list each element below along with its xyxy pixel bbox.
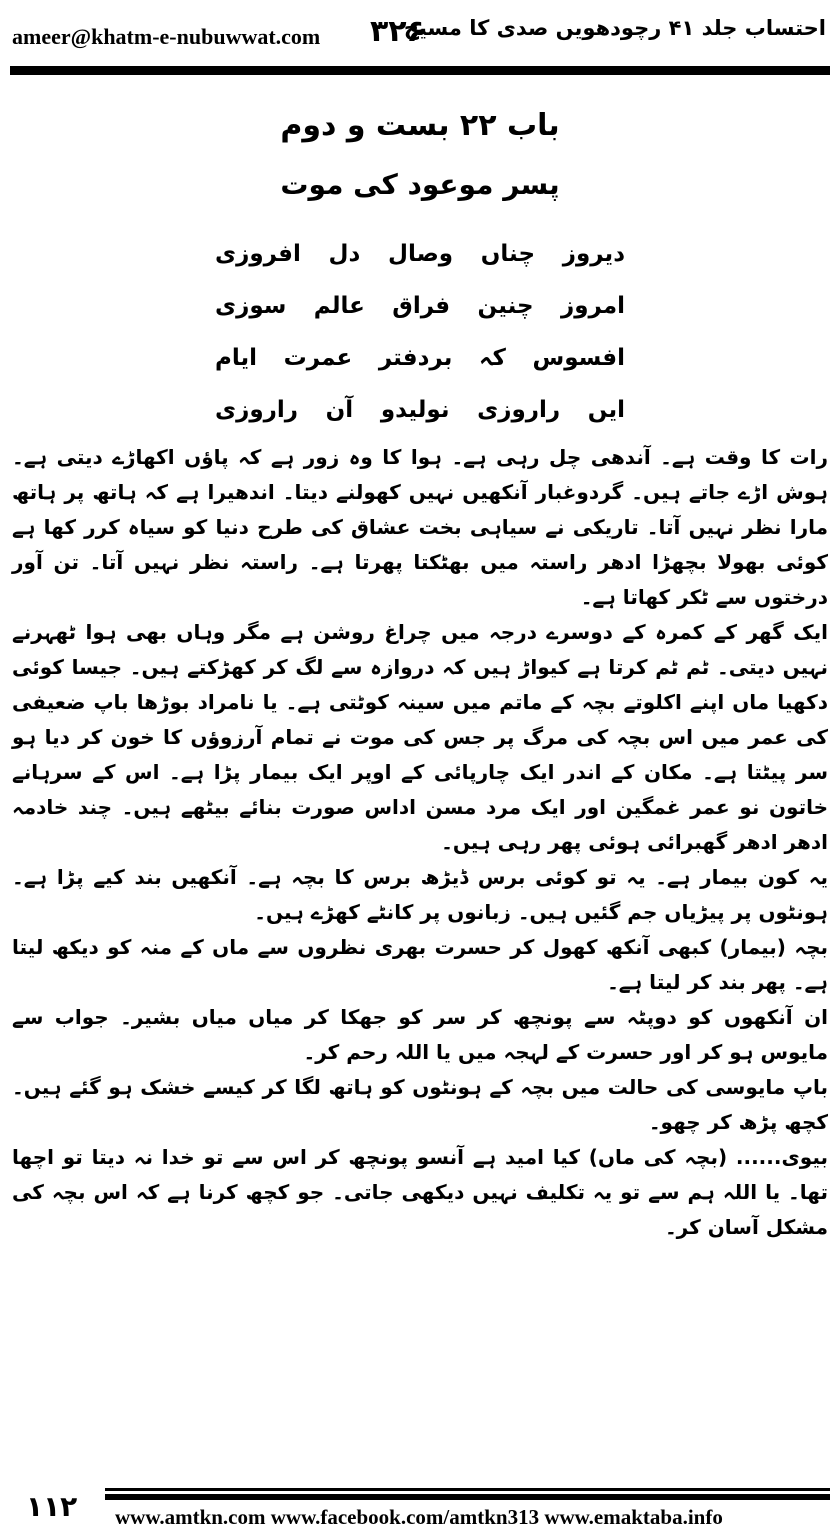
body-text	[12, 440, 828, 1245]
paragraph: بچہ (بیمار) کبھی آنکھ کھول کر حسرت بھری نظروں سے ماں کے منہ کو دیکھ لیتا ہے۔ پھر بند کر لیتا ہے۔	[12, 935, 828, 994]
chapter-title: باب ۲۲ بست و دوم	[280, 108, 560, 143]
poem-line: دیروز چناں وصال دل افروزی	[215, 241, 625, 267]
poem-line: امروز چنین فراق عالم سوزی	[215, 293, 625, 319]
chapter-subtitle: پسر موعود کی موت	[280, 168, 560, 201]
paragraph: باپ مایوسی کی حالت میں بچہ کے ہونٹوں کو ہاتھ لگا کر کیسے خشک ہو گئے ہیں۔ کچھ پڑھ کر چھو۔	[12, 1075, 828, 1134]
paragraph: ان آنکھوں کو دوپٹہ سے پونچھ کر سر کو جھکا کر میاں میاں بشیر۔ جواب سے مایوس ہو کر اور حسرت کے لہجہ میں یا اللہ رحم کر۔	[12, 1005, 828, 1064]
paragraph: رات کا وقت ہے۔ آندھی چل رہی ہے۔ ہوا کا وہ زور ہے کہ پاؤں اکھاڑے دیتی ہے۔ ہوش اڑے جاتے ہیں۔ گردوغبار آنکھیں نہیں کھولنے دیتا۔ اندھیرا ہے کہ ہاتھ پر ہاتھ مارا نظر نہیں آتا۔ تاریکی نے سیاہی بخت عشاق کی طرح دنیا کو سیاہ کرر کھا ہے کوئی بھولا بچھڑا ادھر راستہ میں بھٹکتا پھرتا ہے۔ راستہ نظر نہیں آتا۔ تن آور درختوں سے ٹکر کھاتا ہے۔	[12, 445, 828, 609]
footer-divider-thick	[105, 1494, 830, 1500]
paragraph: بیوی...... (بچہ کی ماں) کیا امید ہے آنسو پونچھ کر اس سے تو خدا نہ دیتا تو اچھا تھا۔ یا اللہ ہم سے تو یہ تکلیف نہیں دیکھی جاتی۔ جو کچھ کرنا ہے کہ اس بچہ کی مشکل آسان کر۔	[12, 1145, 828, 1239]
header-book-title: احتساب جلد ۴۱ رچودھویں صدی کا مسیح	[403, 16, 826, 40]
poem-line: ایں راروزی نولیدو آن راروزی	[215, 397, 625, 423]
header-page-number: ۳۲۶	[370, 14, 425, 49]
header-divider	[10, 66, 830, 75]
poem-line: افسوس کہ بردفتر عمرت ایام	[215, 345, 625, 371]
paragraph: ایک گھر کے کمرہ کے دوسرے درجہ میں چراغ روشن ہے مگر وہاں بھی ہوا ٹھہرنے نہیں دیتی۔ ٹم ٹم کرتا ہے کیواڑ ہیں کہ دروازہ سے لگ کر کھڑکتے ہیں۔ جیسا کوئی دکھیا ماں اپنے اکلوتے بچہ کے ماتم میں سینہ کوٹتی ہے۔ یا نامراد بوڑھا باپ ضعیفی کی عمر میں اس بچہ کی مرگ پر جس کی موت نے تمام آرزوؤں کا خون کر دیا ہو سر پیٹتا ہے۔ مکان کے اندر ایک چارپائی کے اوپر ایک بیمار پڑا ہے۔ اس کے سرہانے خاتون نو عمر غمگین اور ایک مرد مسن اداس صورت بنائے بیٹھے ہیں۔ چند خادمہ ادھر ادھر گھبرائی ہوئی پھر رہی ہیں۔	[12, 620, 828, 854]
footer-links[interactable]: www.amtkn.com www.facebook.com/amtkn313 www.emaktaba.info	[115, 1505, 723, 1529]
paragraph: یہ کون بیمار ہے۔ یہ تو کوئی برس ڈیڑھ برس کا بچہ ہے۔ آنکھیں بند کیے پڑا ہے۔ ہونٹوں پر پیڑیاں جم گئیں ہیں۔ زبانوں پر کانٹے کھڑے ہیں۔	[12, 865, 828, 924]
poem-block	[215, 228, 625, 436]
footer-page-number: ۱۱۲	[26, 1490, 78, 1523]
footer-divider-thin	[105, 1488, 830, 1491]
header-email[interactable]: ameer@khatm-e-nubuwwat.com	[12, 24, 321, 49]
